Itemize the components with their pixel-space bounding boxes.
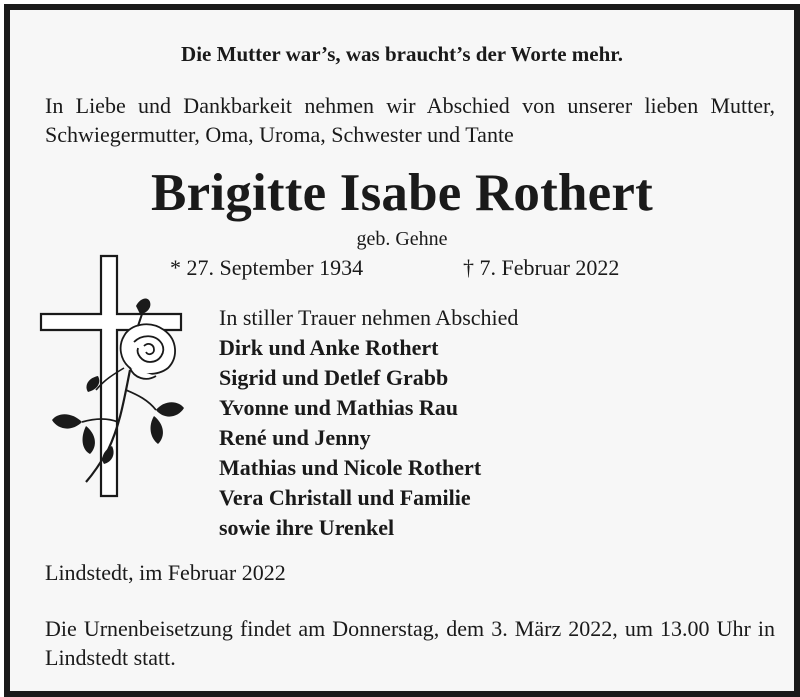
cross-with-rose-icon — [38, 250, 188, 502]
maiden-name: geb. Gehne — [356, 228, 448, 250]
mourners-lead: In stiller Trauer nehmen Abschied — [219, 305, 519, 330]
mourner-name: Sigrid und Detlef Grabb — [219, 365, 449, 390]
motto: Die Mutter war’s, was braucht’s der Worte mehr. — [181, 42, 623, 66]
burial-notice: Die Urnenbeisetzung findet am Donnerstag, dem 3. März 2022, um 13.00 Uhr in Lindstedt statt. — [45, 616, 775, 670]
mourner-name: Yvonne und Mathias Rau — [219, 395, 459, 420]
place-and-date: Lindstedt, im Februar 2022 — [45, 560, 286, 585]
birth-date: * 27. September 1934 — [170, 255, 364, 280]
death-date: † 7. Februar 2022 — [463, 255, 620, 280]
mourner-name: Dirk und Anke Rothert — [219, 335, 439, 360]
obituary-card — [4, 4, 800, 697]
mourner-name: René und Jenny — [219, 425, 371, 450]
deceased-name: Brigitte Isabe Rothert — [151, 164, 653, 222]
intro-text: In Liebe und Dankbarkeit nehmen wir Abschied von unserer lieben Mutter, Schwiegermutter, Oma, Uroma, Schwester und Tante — [45, 93, 775, 147]
mourners-list — [219, 303, 518, 543]
mourner-name: Vera Christall und Familie — [219, 485, 471, 510]
mourner-name: sowie ihre Urenkel — [219, 515, 395, 540]
mourner-name: Mathias und Nicole Rothert — [219, 455, 482, 480]
